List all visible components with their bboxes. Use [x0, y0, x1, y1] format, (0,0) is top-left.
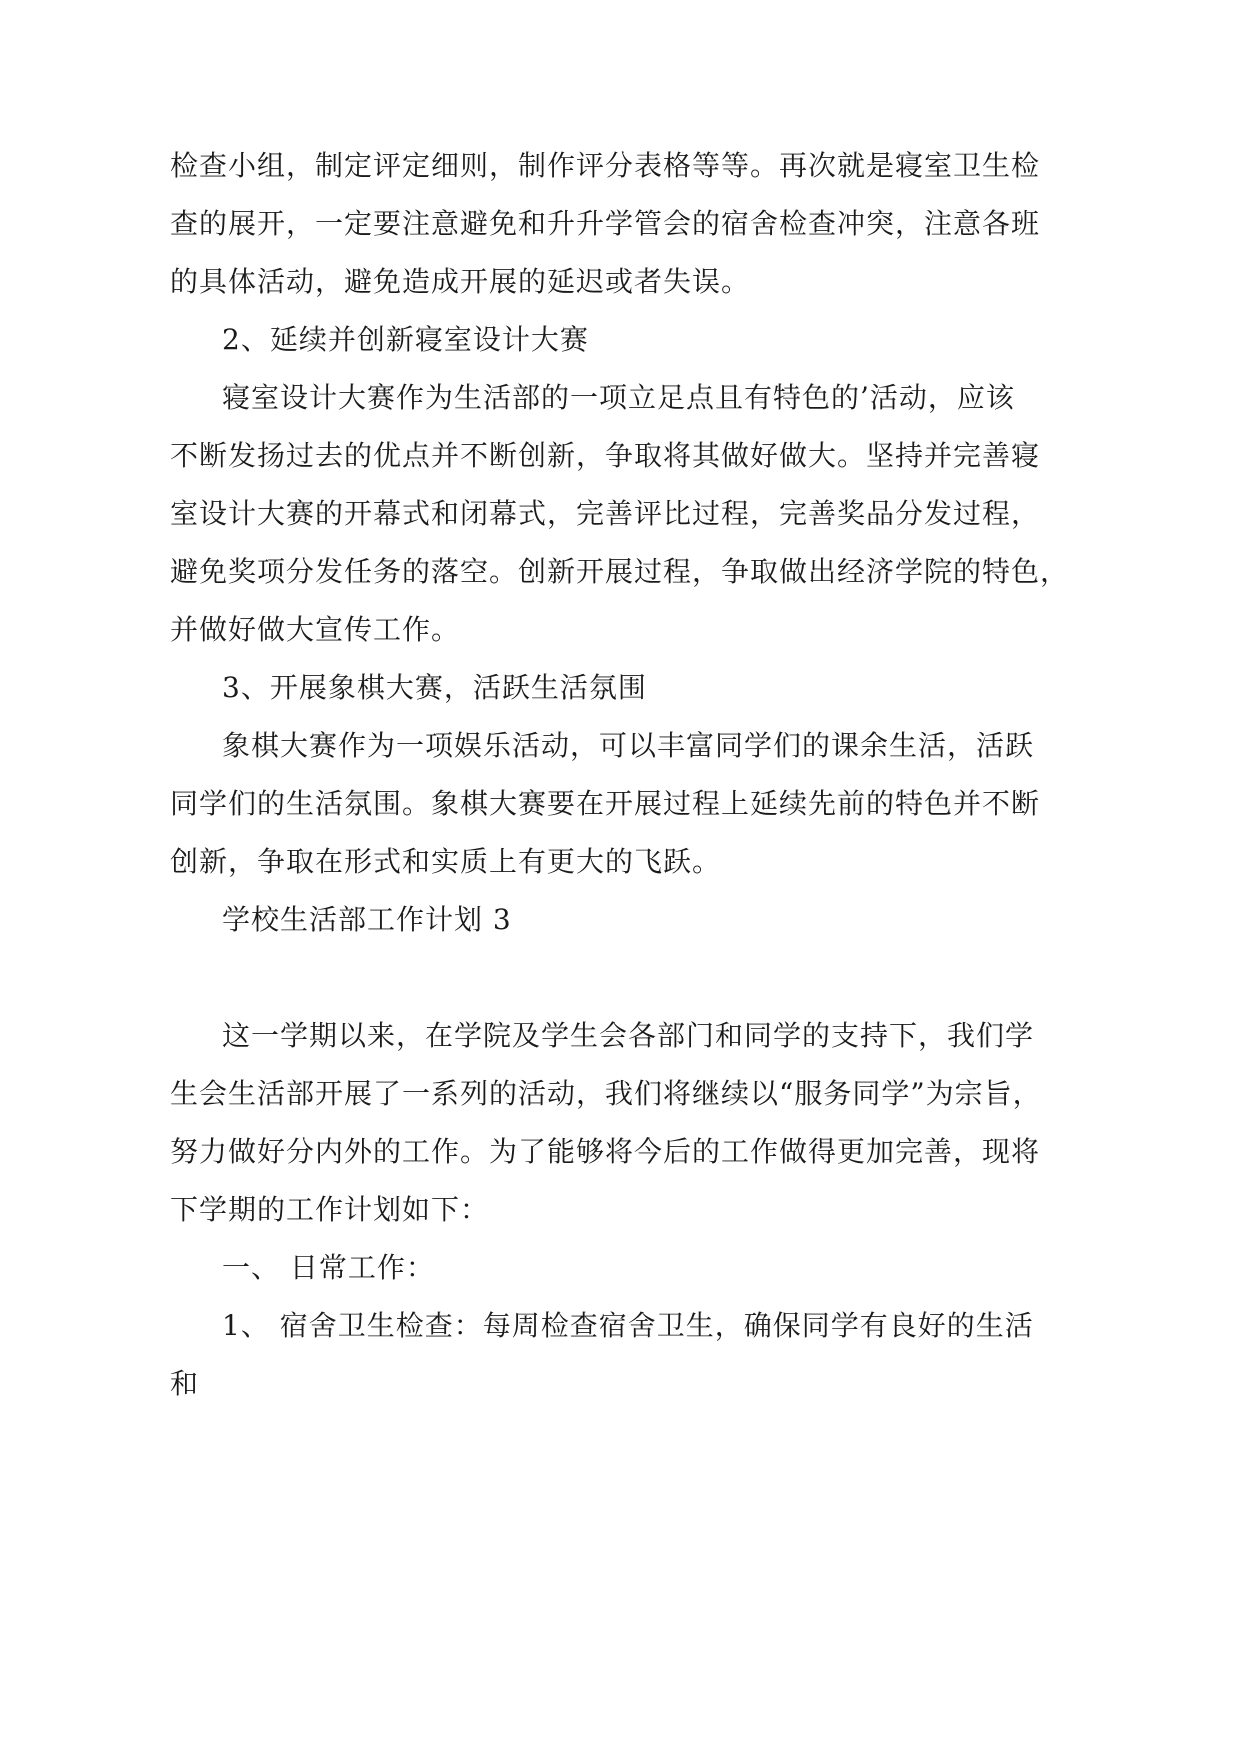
text-line: 的具体活动，避免造成开展的延迟或者失误。 — [170, 265, 751, 298]
text-line: 同学们的生活氛围。象棋大赛要在开展过程上延续先前的特色并不断 — [170, 787, 1041, 820]
text-line: 检查小组，制定评定细则，制作评分表格等等。再次就是寝室卫生检 — [170, 149, 1041, 182]
text-line: 查的展开，一定要注意避免和升升学管会的宿舍检查冲突，注意各班 — [170, 207, 1041, 240]
text-line: 和 — [170, 1367, 200, 1400]
text-line: 象棋大赛作为一项娱乐活动，可以丰富同学们的课余生活，活跃 — [222, 729, 1035, 762]
document-title: 学校生活部工作计划 3 — [222, 903, 512, 936]
text-line: 下学期的工作计划如下： — [170, 1193, 490, 1226]
section-heading: 一、 日常工作： — [222, 1251, 435, 1284]
text-line: 室设计大赛的开幕式和闭幕式，完善评比过程，完善奖品分发过程， — [170, 497, 1041, 530]
list-item: 1、 宿舍卫生检查：每周检查宿舍卫生，确保同学有良好的生活 — [222, 1309, 1034, 1342]
text-line: 避免奖项分发任务的落空。创新开展过程，争取做出经济学院的特色， — [170, 555, 1070, 588]
text-line: 不断发扬过去的优点并不断创新，争取将其做好做大。坚持并完善寝 — [170, 439, 1041, 472]
section-heading: 2、延续并创新寝室设计大赛 — [222, 323, 589, 356]
text-line: 并做好做大宣传工作。 — [170, 613, 461, 646]
section-heading: 3、开展象棋大赛，活跃生活氛围 — [222, 671, 647, 704]
text-line: 寝室设计大赛作为生活部的一项立足点且有特色的’活动，应该 — [222, 381, 1015, 414]
text-line: 创新，争取在形式和实质上有更大的飞跃。 — [170, 845, 722, 878]
text-line: 努力做好分内外的工作。为了能够将今后的工作做得更加完善，现将 — [170, 1135, 1041, 1168]
text-line: 生会生活部开展了一系列的活动，我们将继续以“服务同学”为宗旨， — [170, 1077, 1042, 1110]
text-line: 这一学期以来，在学院及学生会各部门和同学的支持下，我们学 — [222, 1019, 1035, 1052]
